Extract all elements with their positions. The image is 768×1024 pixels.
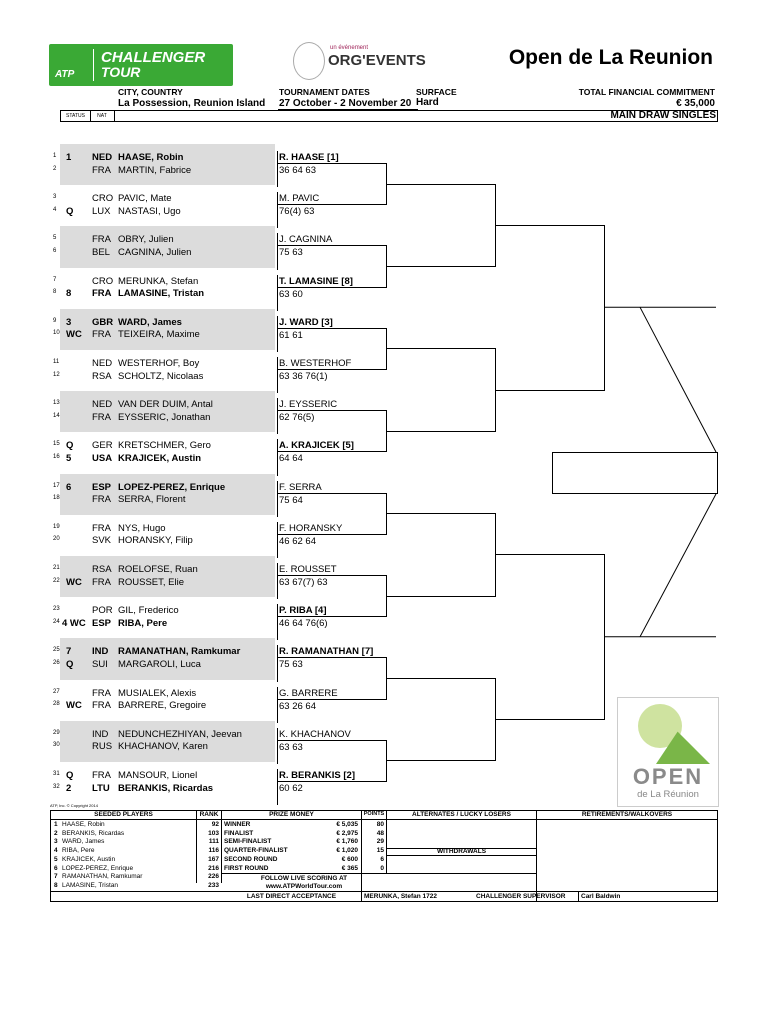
player-nat: NED [92,399,113,411]
prize-money: € 1,760 [336,838,358,846]
prize-points: 48 [376,829,384,837]
follow-live-text: FOLLOW LIVE SCORING AT [260,875,348,882]
nat-col-header: NAT [90,111,115,121]
orgevents-tagline: un événement [330,45,369,51]
draw-position: 11 [53,359,60,365]
seed-name: BERANKIS, Ricardas [62,829,125,837]
player-nat: FRA [92,522,111,534]
status-col-header: STATUS [61,111,91,121]
match-winner: J. WARD [3] [279,316,333,328]
match-score: 63 63 [279,741,303,753]
match-score: 63 26 64 [279,700,316,712]
seeded-players-header: SEEDED PLAYERS [94,811,153,818]
player-nat: NED [92,358,113,369]
player-name: VAN DER DUIM, Antal [118,399,213,411]
match-winner: E. ROUSSET [279,564,337,575]
player-name: GIL, Frederico [118,605,179,617]
match-winner: R. BERANKIS [2] [279,770,356,781]
draw-position: 14 [53,412,60,419]
match-score: 75 63 [279,659,303,671]
draw-position: 5 [53,235,57,242]
draw-position: 24 [53,618,60,625]
financial-value: € 35,000 [676,98,715,109]
draw-position: 12 [53,371,60,378]
player-nat: GER [92,440,113,452]
logo-challenger-text: CHALLENGER [101,49,206,66]
draw-position: 2 [53,165,57,172]
draw-type-label: MAIN DRAW SINGLES [610,110,716,121]
player-nat: FRA [92,411,111,423]
player-name: MARTIN, Fabrice [118,164,192,176]
player-name: ROUSSET, Elie [118,576,184,588]
player-nat: FRA [92,770,111,781]
seed-rank: 92 [211,821,219,828]
prize-points: 0 [380,864,384,872]
player-nat: BEL [92,246,110,258]
points-header: POINTS [363,811,385,817]
player-name: MERUNKA, Stefan [118,275,199,287]
open-de-la-reunion-logo [617,697,719,807]
player-name: NASTASI, Ugo [118,205,181,217]
withdrawals-header: WITHDRAWALS [436,848,487,855]
champion-box [552,452,718,494]
seed-number: 4 [54,847,58,855]
match-winner: M. PAVIC [279,193,320,205]
match-winner: R. RAMANATHAN [7] [279,646,374,658]
player-nat: CRO [92,275,114,287]
match-score: 60 62 [279,783,303,794]
prize-points: 80 [376,821,384,828]
match-winner: J. CAGNINA [279,234,333,246]
match-winner: K. KHACHANOV [279,728,351,740]
prize-money: € 600 [341,855,358,863]
atp-website-link[interactable]: www.ATPWorldTour.com [265,883,343,890]
player-nat: IND [92,728,109,740]
prize-points: 15 [376,847,384,855]
seed-rank: 111 [208,838,219,846]
match-score: 46 64 76(6) [279,618,328,630]
page-title: Open de La Reunion [508,46,713,69]
final-diagonal-bottom [640,494,716,637]
prize-points: 29 [376,838,384,846]
match-score: 36 64 63 [279,165,316,176]
prize-round: FIRST ROUND [224,864,269,872]
draw-position: 16 [53,453,60,460]
draw-position: 17 [53,482,60,489]
match-winner: A. KRAJICEK [5] [279,440,354,452]
draw-position: 6 [53,247,57,254]
player-nat: IND [92,646,109,658]
draw-position: 7 [53,276,57,283]
player-nat: FRA [92,494,111,506]
rank-header: RANK [199,811,219,818]
player-name: LOPEZ-PEREZ, Enrique [118,481,226,493]
seed-rank: 216 [208,864,219,872]
prize-money: € 2,975 [336,829,358,837]
draw-position: 28 [53,701,60,708]
match-winner: B. WESTERHOF [279,358,352,369]
draw-position: 29 [53,729,60,736]
seed-number: 5 [54,855,58,863]
player-status: 5 [66,452,72,464]
match-score: 75 64 [279,494,303,506]
open-logo-text: OPEN [632,764,704,789]
last-direct-acceptance-value: MERUNKA, Stefan 1722 [364,893,437,900]
player-name: HAASE, Robin [118,152,184,163]
footer-hline-4 [221,873,537,874]
draw-position: 20 [53,536,60,543]
prize-points: 6 [380,855,384,863]
supervisor-label: CHALLENGER SUPERVISOR [476,893,566,900]
player-nat: LUX [92,205,111,217]
player-nat: FRA [92,576,111,588]
player-nat: FRA [92,329,111,341]
match-winner: J. EYSSERIC [279,399,338,411]
seed-number: 2 [54,829,58,837]
player-name: RIBA, Pere [118,617,168,629]
seed-name: LOPEZ-PEREZ, Enrique [62,864,134,872]
surface-label: SURFACE [416,87,457,97]
player-nat: RSA [92,564,112,575]
player-name: NYS, Hugo [118,522,166,534]
draw-position: 13 [53,400,60,407]
player-nat: RUS [92,741,113,753]
footer-sep-5 [536,811,537,901]
player-nat: FRA [92,164,111,176]
player-name: CAGNINA, Julien [118,246,192,258]
city-label: CITY, COUNTRY [118,87,183,97]
draw-position: 22 [53,577,60,584]
seed-name: KRAJICEK, Austin [62,855,116,863]
player-status: WC [66,329,82,341]
player-status: Q [66,440,74,452]
seed-number: 7 [54,873,58,881]
player-nat: ESP [92,617,112,629]
prize-money: € 5,035 [336,821,358,828]
player-name: KRAJICEK, Austin [118,452,202,464]
city-value: La Possession, Reunion Island [118,98,266,109]
player-name: MARGAROLI, Luca [118,658,201,670]
player-nat: SVK [92,535,112,547]
draw-position: 3 [53,194,57,201]
draw-position: 21 [53,565,60,571]
player-nat: ESP [92,481,112,493]
match-score: 64 64 [279,453,303,465]
player-name: ROELOFSE, Ruan [118,564,198,575]
match-winner: F. SERRA [279,481,322,493]
player-status: Q [66,658,74,670]
player-nat: RSA [92,370,112,382]
seed-name: RAMANATHAN, Ramkumar [62,873,143,881]
player-status: WC [66,576,82,588]
prize-round: WINNER [224,821,251,828]
retirements-header: RETIREMENTS/WALKOVERS [581,811,673,818]
draw-position: 19 [53,523,60,530]
prize-money: € 365 [341,864,358,872]
prize-round: SEMI-FINALIST [224,838,272,846]
player-nat: FRA [92,234,111,246]
seed-rank: 226 [208,873,219,881]
draw-position: 4 [53,206,57,213]
player-name: MUSIALEK, Alexis [118,687,197,699]
player-name: BARRERE, Gregoire [118,700,207,712]
seed-rank: 116 [208,847,219,855]
match-score: 46 62 64 [279,535,316,547]
player-name: SCHOLTZ, Nicolaas [118,370,204,382]
draw-position: 32 [53,783,60,790]
draw-position: 15 [53,441,60,448]
alternates-header: ALTERNATES / LUCKY LOSERS [412,811,511,818]
player-nat: GBR [92,316,114,328]
player-nat: LTU [92,782,110,794]
dates-value: 27 October - 2 November 20 [279,98,412,109]
seed-name: HAASE, Robin [62,821,105,828]
open-logo-subtext: de La Réunion [637,789,699,800]
match-score: 63 36 76(1) [279,371,328,382]
draw-position: 1 [53,153,57,159]
footer-hline-3 [386,855,536,856]
match-score: 76(4) 63 [279,206,315,218]
player-name: SERRA, Florent [118,494,186,506]
player-status: 8 [66,288,72,300]
atp-logo-text: ATP [55,69,75,80]
prize-round: QUARTER-FINALIST [224,847,288,855]
match-score: 63 67(7) 63 [279,577,328,588]
prize-money-header: PRIZE MONEY [269,811,314,818]
surface-value: Hard [416,97,439,108]
player-nat: FRA [92,687,111,699]
match-score: 63 60 [279,288,303,300]
player-status: WC [66,700,82,712]
player-status: Q [66,770,74,781]
seed-rank: 167 [208,855,219,863]
prize-money: € 1,020 [336,847,358,855]
seed-name: RIBA, Pere [62,847,95,855]
player-status: 6 [66,481,72,493]
player-name: LAMASINE, Tristan [118,288,205,300]
player-nat: CRO [92,193,114,205]
draw-position: 9 [53,317,57,324]
player-status: 2 [66,782,72,794]
player-status: 4 WC [62,617,86,629]
draw-position: 26 [53,659,60,666]
player-name: TEIXEIRA, Maxime [118,329,200,341]
player-nat: USA [92,452,113,464]
player-name: OBRY, Julien [118,234,174,246]
seed-rank: 103 [208,829,219,837]
seed-name: LAMASINE, Tristan [62,881,118,889]
seed-number: 3 [54,838,58,846]
player-name: NEDUNCHEZHIYAN, Jeevan [118,728,242,740]
seed-rank: 233 [208,881,219,889]
financial-label: TOTAL FINANCIAL COMMITMENT [578,87,715,97]
footer-sep-4 [386,811,387,873]
orgevents-logo-text: ORG'EVENTS [328,52,426,69]
match-winner: P. RIBA [4] [279,605,327,617]
seed-number: 1 [54,821,58,828]
player-nat: SUI [92,658,108,670]
player-name: RAMANATHAN, Ramkumar [118,646,241,658]
match-winner: G. BARRERE [279,687,338,699]
player-name: PAVIC, Mate [118,193,172,205]
player-name: HORANSKY, Filip [118,535,193,547]
supervisor-value: Carl Baldwin [581,893,621,900]
seed-name: WARD, James [62,838,105,846]
player-status: Q [66,205,74,217]
match-winner: F. HORANSKY [279,522,343,534]
player-status: 3 [66,316,72,328]
match-score: 75 63 [279,247,303,259]
match-score: 61 61 [279,329,303,341]
player-status: 1 [66,152,72,163]
player-name: MANSOUR, Lionel [118,770,198,781]
draw-position: 31 [53,771,60,777]
draw-position: 18 [53,495,60,502]
footer-hline-1 [51,819,717,820]
draw-position: 25 [53,647,60,654]
player-nat: NED [92,152,113,163]
player-name: EYSSERIC, Jonathan [118,411,211,423]
match-winner: R. HAASE [1] [279,152,339,163]
player-name: BERANKIS, Ricardas [118,782,214,794]
player-status: 7 [66,646,72,658]
logo-tour-text: TOUR [101,64,141,80]
draw-position: 23 [53,606,60,613]
final-diagonal-top [640,307,716,452]
seed-number: 6 [54,864,58,872]
copyright-text: ATP, Inc. © Copyright 2014 [50,803,98,808]
seed-number: 8 [54,881,58,889]
player-name: WARD, James [118,316,182,328]
draw-position: 8 [53,289,57,296]
player-nat: FRA [92,288,112,300]
player-name: KRETSCHMER, Gero [118,440,211,452]
last-direct-acceptance-label: LAST DIRECT ACCEPTANCE [246,893,337,900]
footer-panel [50,810,718,902]
player-nat: FRA [92,700,111,712]
draw-position: 10 [53,330,60,337]
draw-position: 27 [53,688,60,695]
match-winner: T. LAMASINE [8] [279,275,353,287]
draw-position: 30 [53,742,60,749]
dates-label: TOURNAMENT DATES [279,87,370,97]
player-name: KHACHANOV, Karen [118,741,208,753]
player-name: WESTERHOF, Boy [118,358,200,369]
match-score: 62 76(5) [279,412,315,424]
prize-round: SECOND ROUND [224,855,278,863]
prize-round: FINALIST [224,829,254,837]
player-nat: POR [92,605,113,617]
